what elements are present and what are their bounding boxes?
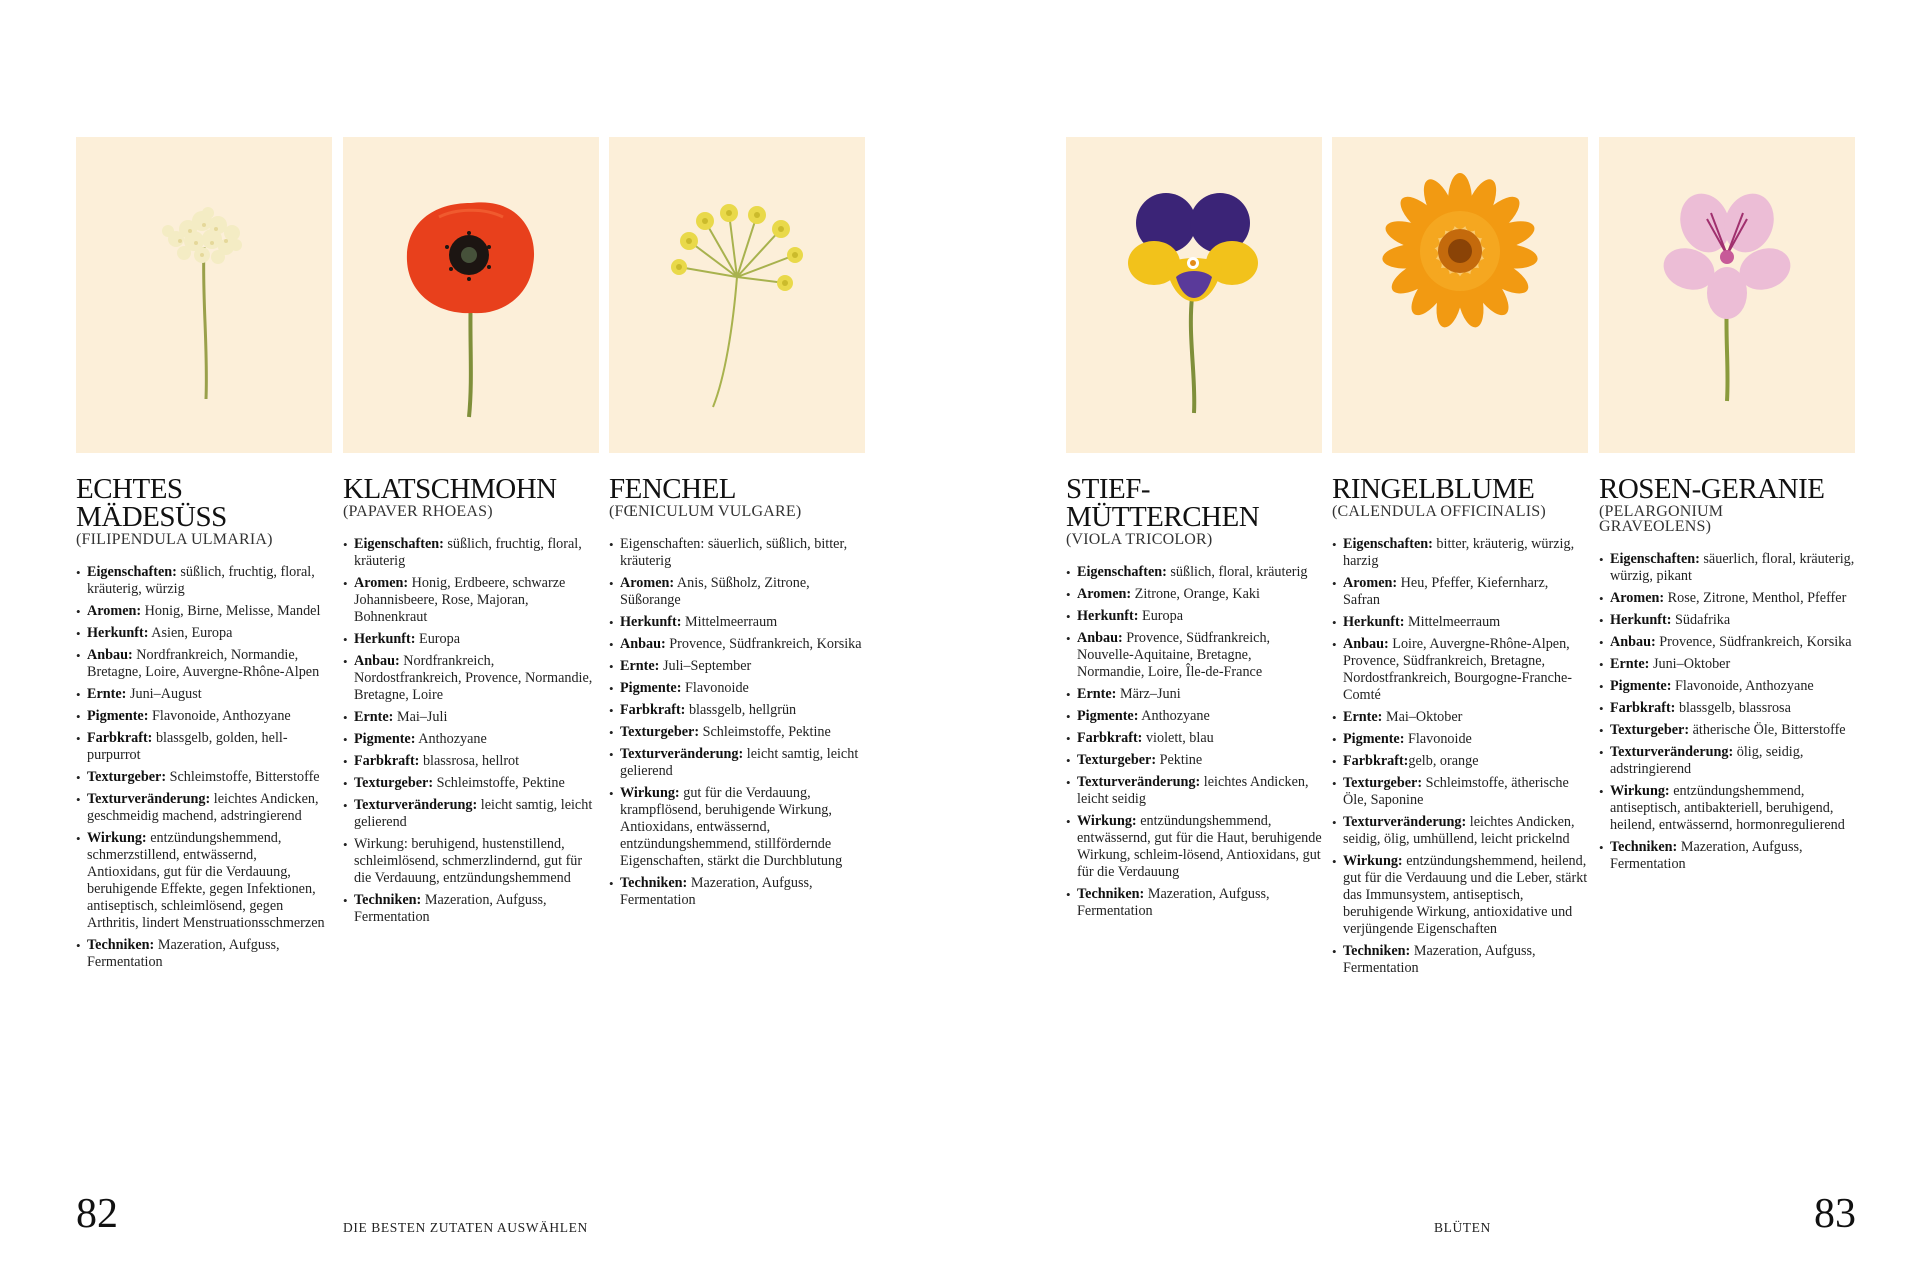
left-page	[0, 0, 957, 1280]
list-item: • Eigenschaften: säuerlich, floral, kräuterig, würzig, pikant	[1599, 551, 1855, 585]
list-item: • Farbkraft: blassrosa, hellrot	[343, 753, 599, 770]
list-item: • Ernte: Juli–September	[609, 658, 865, 675]
page-number: 83	[1814, 1191, 1856, 1237]
plant-latin-name: (PELARGONIUM GRAVEOLENS)	[1599, 503, 1724, 535]
property-list	[609, 536, 865, 909]
list-item: • Eigenschaften: säuerlich, süßlich, bitter, kräuterig	[609, 536, 865, 570]
list-item: • Ernte: Juni–Oktober	[1599, 656, 1855, 673]
list-item: • Techniken: Mazeration, Aufguss, Fermentation	[343, 892, 599, 926]
list-item: • Texturveränderung: leichtes Andicken, geschmeidig machend, adstringierend	[76, 791, 332, 825]
list-item: • Texturgeber: Schleimstoffe, Pektine	[609, 724, 865, 741]
list-item: • Wirkung: gut für die Verdauung, krampflösend, beruhigende Wirkung, Antioxidans, entwässernd, entzündungshemmend, stillfördernde Eigenschaften, stärkt die Durchblutung	[609, 785, 865, 870]
property-list	[1599, 551, 1855, 873]
calendula-flower-icon	[1332, 137, 1588, 453]
plant-title: KLATSCHMOHN	[343, 473, 557, 505]
list-item: • Texturgeber: Schleimstoffe, ätherische Öle, Saponine	[1332, 775, 1588, 809]
plant-latin-name: (CALENDULA OFFICINALIS)	[1332, 503, 1546, 520]
plant-title: ECHTES MÄDESÜSS	[76, 473, 227, 533]
list-item: • Farbkraft: blassgelb, blassrosa	[1599, 700, 1855, 717]
list-item: • Herkunft: Asien, Europa	[76, 625, 332, 642]
list-item: • Anbau: Nordfrankreich, Nordostfrankreich, Provence, Normandie, Bretagne, Loire	[343, 653, 599, 704]
list-item: • Herkunft: Südafrika	[1599, 612, 1855, 629]
list-item: • Herkunft: Mittelmeerraum	[609, 614, 865, 631]
list-item: • Anbau: Provence, Südfrankreich, Korsika	[609, 636, 865, 653]
list-item: • Herkunft: Europa	[343, 631, 599, 648]
list-item: • Texturgeber: Pektine	[1066, 752, 1322, 769]
list-item: • Anbau: Loire, Auvergne-Rhône-Alpen, Provence, Südfrankreich, Bretagne, Nordostfrankreich, Bourgogne-Franche-Comté	[1332, 636, 1588, 704]
plant-title: ROSEN-GERANIE	[1599, 473, 1825, 505]
list-item: • Ernte: Mai–Juli	[343, 709, 599, 726]
list-item: • Farbkraft:gelb, orange	[1332, 753, 1588, 770]
plant-column-meadowsweet	[76, 137, 332, 976]
list-item: • Wirkung: entzündungshemmend, heilend, gut für die Verdauung und die Leber, stärkt das Immunsystem, antiseptisch, beruhigende Wirkung, antioxidative und verjüngende Eigenschaften	[1332, 853, 1588, 938]
running-head: BLÜTEN	[1434, 1220, 1491, 1235]
running-head: DIE BESTEN ZUTATEN AUSWÄHLEN	[343, 1220, 588, 1235]
list-item: • Techniken: Mazeration, Aufguss, Fermentation	[1066, 886, 1322, 920]
plant-column-poppy	[343, 137, 599, 931]
list-item: • Ernte: Mai–Oktober	[1332, 709, 1588, 726]
plant-title: STIEF- MÜTTERCHEN	[1066, 473, 1260, 533]
property-list	[1332, 536, 1588, 977]
plant-latin-name: (FŒNICULUM VULGARE)	[609, 503, 802, 520]
list-item: • Wirkung: entzündungshemmend, antiseptisch, antibakteriell, beruhigend, heilend, entwässernd, hormonregulierend	[1599, 783, 1855, 834]
list-item: • Techniken: Mazeration, Aufguss, Fermentation	[76, 937, 332, 971]
right-page	[958, 0, 1915, 1280]
list-item: • Techniken: Mazeration, Aufguss, Fermentation	[1332, 943, 1588, 977]
meadowsweet-flower-icon	[76, 137, 332, 453]
list-item: • Pigmente: Flavonoide, Anthozyane	[1599, 678, 1855, 695]
list-item: • Pigmente: Flavonoide	[1332, 731, 1588, 748]
plant-column-rose-geranium	[1599, 137, 1855, 878]
plant-column-pansy	[1066, 137, 1322, 925]
list-item: • Herkunft: Europa	[1066, 608, 1322, 625]
list-item: • Anbau: Provence, Südfrankreich, Nouvelle-Aquitaine, Bretagne, Normandie, Loire, Île-de-France	[1066, 630, 1322, 681]
rose-geranium-flower-icon	[1599, 137, 1855, 453]
pansy-flower-icon	[1066, 137, 1322, 453]
plant-column-fennel	[609, 137, 865, 914]
list-item: • Eigenschaften: süßlich, fruchtig, floral, kräuterig	[343, 536, 599, 570]
list-item: • Anbau: Nordfrankreich, Normandie, Bretagne, Loire, Auvergne-Rhône-Alpen	[76, 647, 332, 681]
list-item: • Texturgeber: Schleimstoffe, Bitterstoffe	[76, 769, 332, 786]
list-item: • Pigmente: Flavonoide	[609, 680, 865, 697]
list-item: • Techniken: Mazeration, Aufguss, Fermentation	[609, 875, 865, 909]
list-item: • Farbkraft: blassgelb, hellgrün	[609, 702, 865, 719]
list-item: • Ernte: März–Juni	[1066, 686, 1322, 703]
list-item: • Aromen: Honig, Erdbeere, schwarze Johannisbeere, Rose, Majoran, Bohnenkraut	[343, 575, 599, 626]
list-item: • Aromen: Honig, Birne, Melisse, Mandel	[76, 603, 332, 620]
list-item: • Texturveränderung: leicht samtig, leicht gelierend	[343, 797, 599, 831]
list-item: • Aromen: Zitrone, Orange, Kaki	[1066, 586, 1322, 603]
list-item: • Aromen: Rose, Zitrone, Menthol, Pfeffer	[1599, 590, 1855, 607]
list-item: • Aromen: Anis, Süßholz, Zitrone, Süßorange	[609, 575, 865, 609]
list-item: • Pigmente: Flavonoide, Anthozyane	[76, 708, 332, 725]
list-item: • Texturveränderung: leicht samtig, leicht gelierend	[609, 746, 865, 780]
list-item: • Texturgeber: ätherische Öle, Bitterstoffe	[1599, 722, 1855, 739]
list-item: • Texturgeber: Schleimstoffe, Pektine	[343, 775, 599, 792]
list-item: • Anbau: Provence, Südfrankreich, Korsika	[1599, 634, 1855, 651]
list-item: • Farbkraft: blassgelb, golden, hell-purpurrot	[76, 730, 332, 764]
list-item: • Texturveränderung: leichtes Andicken, seidig, ölig, umhüllend, leicht prickelnd	[1332, 814, 1588, 848]
list-item: • Texturveränderung: leichtes Andicken, leicht seidig	[1066, 774, 1322, 808]
list-item: • Eigenschaften: süßlich, floral, kräuterig	[1066, 564, 1322, 581]
property-list	[343, 536, 599, 926]
list-item: • Ernte: Juni–August	[76, 686, 332, 703]
fennel-flower-icon	[609, 137, 865, 453]
list-item: • Eigenschaften: süßlich, fruchtig, floral, kräuterig, würzig	[76, 564, 332, 598]
plant-latin-name: (VIOLA TRICOLOR)	[1066, 531, 1213, 548]
list-item: • Techniken: Mazeration, Aufguss, Fermentation	[1599, 839, 1855, 873]
poppy-flower-icon	[343, 137, 599, 453]
list-item: • Eigenschaften: bitter, kräuterig, würzig, harzig	[1332, 536, 1588, 570]
plant-latin-name: (PAPAVER RHOEAS)	[343, 503, 493, 520]
plant-column-calendula	[1332, 137, 1588, 982]
list-item: • Farbkraft: violett, blau	[1066, 730, 1322, 747]
list-item: • Pigmente: Anthozyane	[343, 731, 599, 748]
property-list	[76, 564, 332, 971]
list-item: • Aromen: Heu, Pfeffer, Kiefernharz, Safran	[1332, 575, 1588, 609]
list-item: • Wirkung: entzündungshemmend, entwässernd, gut für die Haut, beruhigende Wirkung, schleim-lösend, Antioxidans, gut für die Verdauung	[1066, 813, 1322, 881]
list-item: • Herkunft: Mittelmeerraum	[1332, 614, 1588, 631]
plant-title: RINGELBLUME	[1332, 473, 1535, 505]
plant-latin-name: (FILIPENDULA ULMARIA)	[76, 531, 273, 548]
list-item: • Wirkung: beruhigend, hustenstillend, schleimlösend, schmerzlindernd, gut für die Verdauung, entzündungshemmend	[343, 836, 599, 887]
page-number: 82	[76, 1191, 118, 1237]
list-item: • Wirkung: entzündungshemmend, schmerzstillend, entwässernd, Antioxidans, gut für die Verdauung, beruhigende Effekte, gegen Infektionen, antiseptisch, schleimlösend, gegen Arthritis, lindert Menstruationsschmerzen	[76, 830, 332, 932]
plant-title: FENCHEL	[609, 473, 736, 505]
property-list	[1066, 564, 1322, 920]
list-item: • Texturveränderung: ölig, seidig, adstringierend	[1599, 744, 1855, 778]
list-item: • Pigmente: Anthozyane	[1066, 708, 1322, 725]
